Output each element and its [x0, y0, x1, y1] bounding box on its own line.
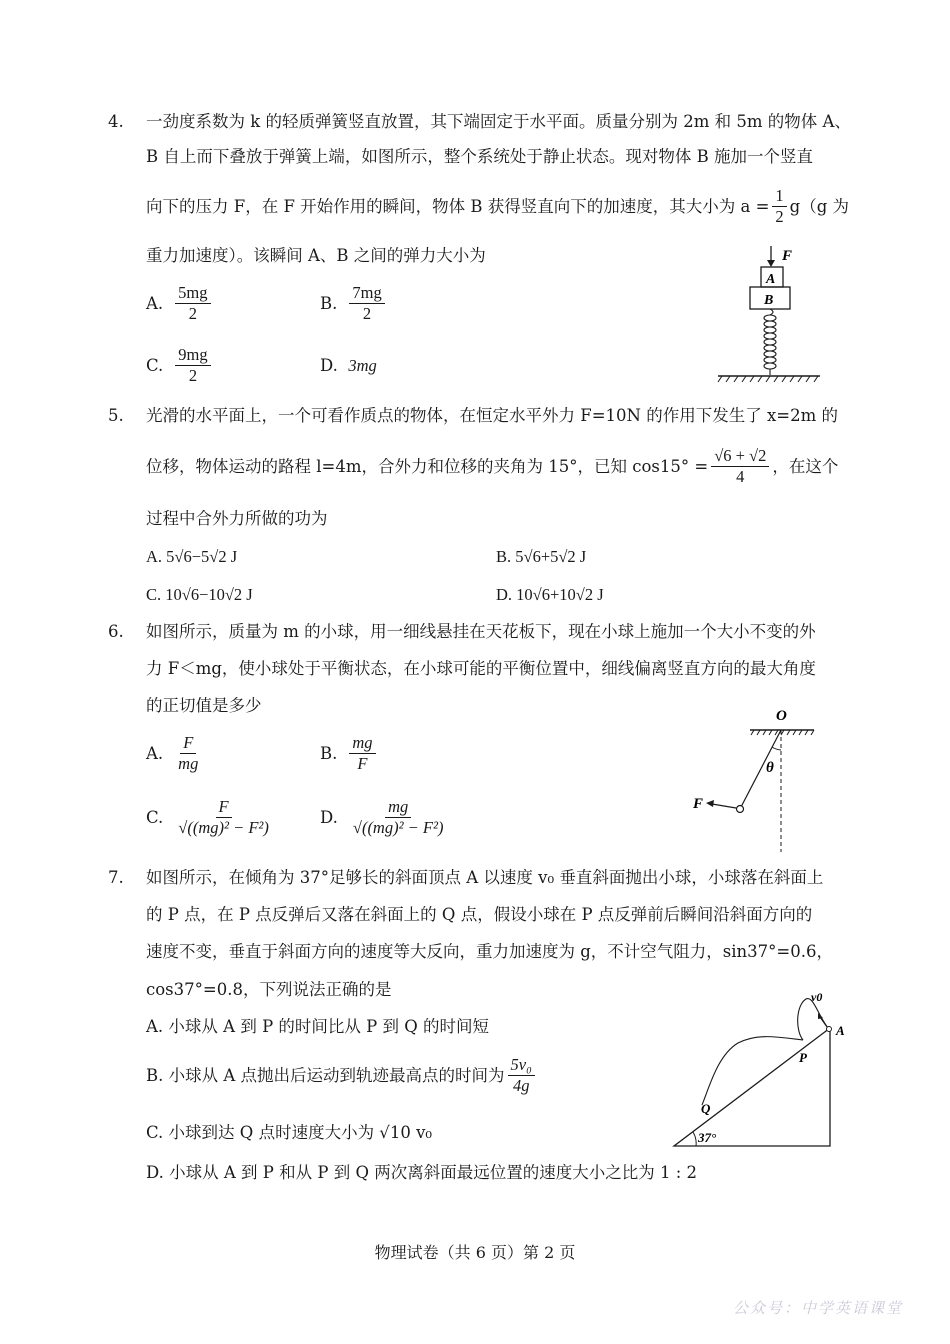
watermark: 公众号：中学英语课堂	[733, 1299, 904, 1317]
point-q-label: Q	[701, 1101, 711, 1116]
option-d[interactable]: D. 10√6+10√2 J	[496, 585, 604, 604]
option-a[interactable]: A. 5√6−5√2 J	[146, 547, 238, 566]
question-text-line: 光滑的水平面上，一个可看作质点的物体，在恒定水平外力 F=10N 的作用下发生了 x=2m 的	[146, 406, 838, 425]
option-b[interactable]: B. $\frac{7mg}{2}$	[320, 283, 388, 324]
option-d[interactable]: D. 3mg	[320, 356, 377, 375]
question-text-line: 重力加速度）。该瞬间 A、B 之间的弹力大小为	[146, 246, 486, 265]
option-b[interactable]: B. 小球从 A 点抛出后运动到轨迹最高点的时间为 $\frac{\text{5v₀}}{4g}$	[146, 1055, 538, 1096]
question-text-line: 过程中合外力所做的功为	[146, 509, 328, 528]
option-c[interactable]: C. 10√6−10√2 J	[146, 585, 253, 604]
fraction: $\frac{mg}{\text{√((mg)² − F²)}}$	[352, 797, 444, 837]
question-text-line: 一劲度系数为 k 的轻质弹簧竖直放置，其下端固定于水平面。质量分别为 2m 和 5m 的物体 A、	[146, 112, 851, 131]
question-text-line: 位移，物体运动的路程 l=4m，合外力和位移的夹角为 15°，已知 cos15° = $\frac{√6 + √2}{4}$ ，在这个	[146, 446, 839, 486]
trajectory-p-to-q	[702, 1037, 803, 1105]
incline-triangle	[674, 1028, 830, 1146]
angle-label: θ	[766, 760, 774, 776]
option-b[interactable]: B. $\frac{mg}{F}$	[320, 733, 379, 774]
question-number: 5.	[108, 406, 124, 425]
fraction: $\frac{\text{5v₀}}{4g}$	[508, 1055, 535, 1096]
text-segment: 向下的压力 F，在 F 开始作用的瞬间，物体 B 获得竖直向下的加速度，其大小为 a =	[146, 196, 770, 216]
spring-icon	[764, 309, 776, 375]
pendulum-diagram	[688, 700, 828, 860]
incline-projectile-diagram	[668, 985, 858, 1150]
option-a[interactable]: A. $\frac{5mg}{2}$	[146, 283, 214, 324]
question-text-line: 的正切值是多少	[146, 696, 262, 715]
option-c[interactable]: C. 小球到达 Q 点时速度大小为 √10 v₀	[146, 1123, 432, 1142]
velocity-label: v0	[811, 990, 823, 1004]
question-text-line: 如图所示，在倾角为 37°足够长的斜面顶点 A 以速度 v₀ 垂直斜面抛出小球，小球落在斜面上	[146, 868, 824, 887]
question-number: 4.	[108, 112, 124, 131]
fraction: $\frac{F}{mg}$	[178, 733, 199, 773]
option-a[interactable]: A. 小球从 A 到 P 的时间比从 P 到 Q 的时间短	[146, 1017, 490, 1036]
spring-blocks-diagram	[712, 240, 827, 385]
point-a-label: A	[836, 1023, 845, 1038]
option-d[interactable]: D. $\frac{mg}{\text{√((mg)² − F²)}}$	[320, 797, 449, 838]
option-d[interactable]: D. 小球从 A 到 P 和从 P 到 Q 两次离斜面最远位置的速度大小之比为 1 : 2	[146, 1163, 698, 1182]
text-segment: g（g 为	[789, 196, 850, 216]
force-label: F	[782, 248, 793, 264]
angle-label: 37°	[698, 1130, 717, 1145]
option-c[interactable]: C. $\frac{9mg}{2}$	[146, 345, 214, 386]
question-text-line: 如图所示，质量为 m 的小球，用一细线悬挂在天花板下，现在小球上施加一个大小不变的外	[146, 622, 816, 641]
point-p-label: P	[799, 1050, 807, 1065]
string	[741, 730, 781, 807]
question-text-line	[146, 186, 849, 227]
fraction: $\frac{5mg}{2}$	[175, 283, 210, 324]
question-text-line: 力 F＜mg，使小球处于平衡状态，在小球可能的平衡位置中，细线偏离竖直方向的最大角度	[146, 659, 816, 678]
question-number: 7.	[108, 868, 124, 887]
ball-icon	[737, 806, 744, 813]
question-text-line: 的 P 点，在 P 点反弹后又落在斜面上的 Q 点，假设小球在 P 点反弹前后瞬间沿斜面方向的	[146, 905, 813, 924]
fraction: $\frac{7mg}{2}$	[349, 283, 384, 324]
question-text-line: B 自上而下叠放于弹簧上端，如图所示，整个系统处于静止状态。现对物体 B 施加一个竖直	[146, 147, 813, 166]
velocity-arrow-icon	[820, 1017, 827, 1027]
fraction: $\frac{1}{2}$	[772, 186, 786, 227]
pivot-label: O	[776, 708, 787, 724]
svg-text:B: B	[764, 293, 774, 308]
force-label: F	[693, 796, 704, 812]
trajectory-a-to-p	[798, 998, 828, 1040]
page-footer: 物理试卷（共 6 页）第 2 页	[374, 1243, 576, 1262]
fraction: $\frac{F}{\text{√((mg)² − F²)}}$	[178, 797, 269, 837]
question-text-line: 速度不变，垂直于斜面方向的速度等大反向，重力加速度为 g，不计空气阻力，sin37°=0.6，	[146, 942, 833, 961]
option-a[interactable]: A. $\frac{F}{mg}$	[146, 733, 204, 774]
fraction: $\frac{9mg}{2}$	[175, 345, 210, 386]
question-text-line: cos37°=0.8，下列说法正确的是	[146, 980, 392, 999]
force-arrow-icon	[712, 804, 736, 808]
svg-text:A: A	[766, 272, 776, 287]
question-number: 6.	[108, 622, 124, 641]
option-c[interactable]: C. $\frac{F}{\text{√((mg)² − F²)}}$	[146, 797, 275, 838]
fraction: $\frac{√6 + √2}{4}$	[711, 446, 769, 487]
ball-icon	[827, 1027, 832, 1032]
fraction: $\frac{mg}{F}$	[349, 733, 375, 774]
option-b[interactable]: B. 5√6+5√2 J	[496, 547, 587, 566]
